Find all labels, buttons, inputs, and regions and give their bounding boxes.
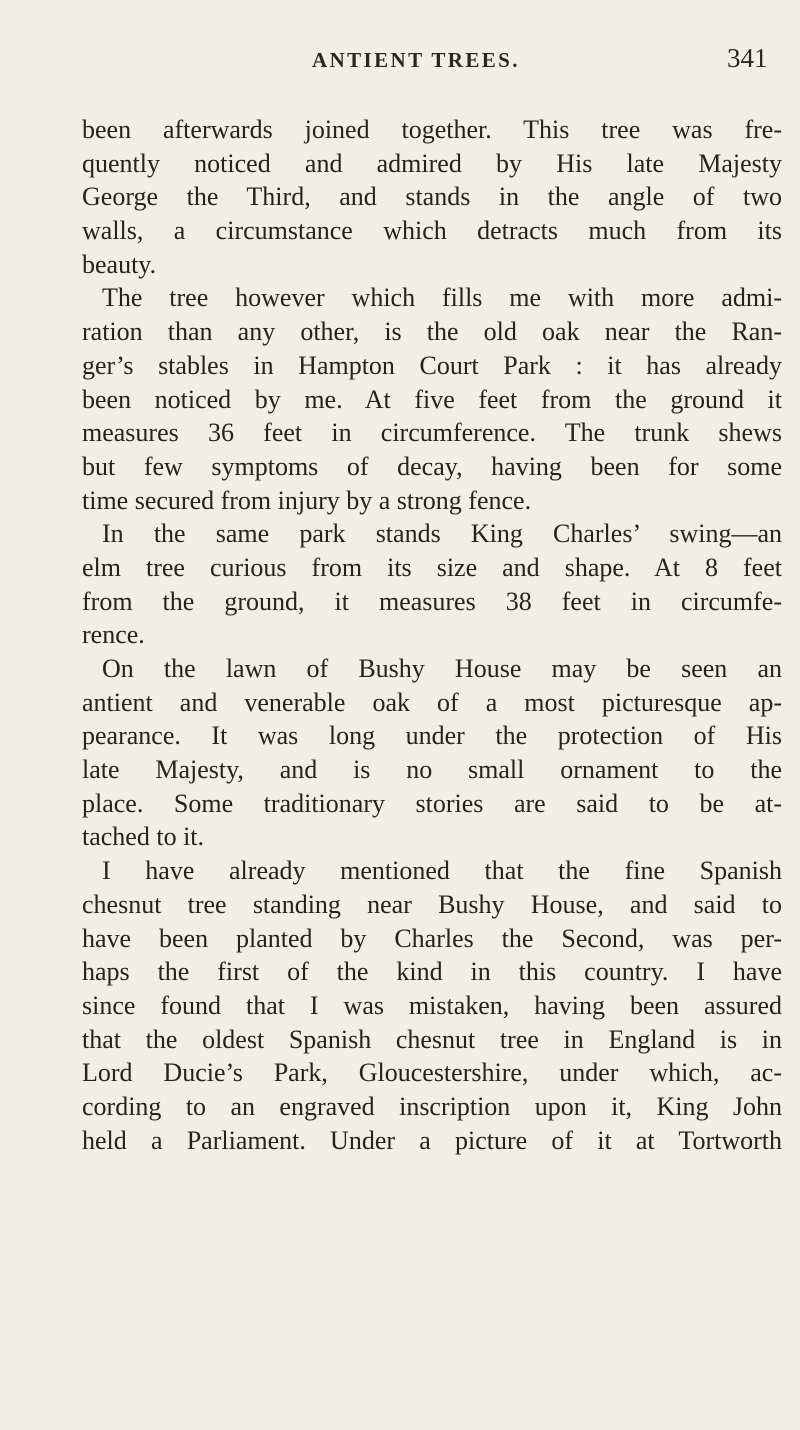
text-line: cording to an engraved inscription upon it, King John (82, 1091, 782, 1121)
body-text (82, 113, 782, 1157)
text-line: chesnut tree standing near Bushy House, and said to (82, 889, 782, 919)
text-line: held a Parliament. Under a picture of it at Tortworth (82, 1125, 782, 1155)
text-line: elm tree curious from its size and shape. At 8 feet (82, 552, 782, 582)
text-line: been afterwards joined together. This tree was fre- (82, 115, 782, 144)
text-line: tached to it. (82, 822, 205, 852)
text-line: place. Some traditionary stories are said to be at- (82, 788, 782, 818)
text-line: time secured from injury by a strong fence. (82, 485, 532, 515)
text-line: pearance. It was long under the protection of His (82, 721, 782, 751)
text-line: haps the first of the kind in this country. I have (82, 957, 782, 987)
text-line: George the Third, and stands in the angle of two (82, 182, 782, 212)
text-line: The tree however which fills me with more admi- (102, 283, 782, 313)
text-line: ration than any other, is the old oak near the Ran- (82, 317, 782, 347)
text-line: antient and venerable oak of a most picturesque ap- (82, 687, 782, 717)
text-line: rence. (82, 620, 145, 650)
text-line: In the same park stands King Charles’ swing—an (102, 519, 782, 549)
text-line: but few symptoms of decay, having been for some (82, 451, 782, 481)
page-number: 341 (727, 43, 768, 73)
text-line: quently noticed and admired by His late Majesty (82, 148, 782, 178)
text-line: that the oldest Spanish chesnut tree in England is in (82, 1024, 782, 1054)
text-line: have been planted by Charles the Second, was per- (82, 923, 782, 953)
text-line: walls, a circumstance which detracts much from its (82, 216, 782, 246)
text-line: On the lawn of Bushy House may be seen an (102, 654, 782, 683)
text-line: I have already mentioned that the fine Spanish (102, 856, 782, 886)
text-line: from the ground, it measures 38 feet in circumfe- (82, 586, 782, 616)
text-line: beauty. (82, 249, 157, 279)
text-line: been noticed by me. At five feet from the ground it (82, 384, 782, 414)
text-line: ger’s stables in Hampton Court Park : it has already (82, 350, 782, 380)
text-line: measures 36 feet in circumference. The trunk shews (82, 418, 782, 448)
running-title: ANTIENT TREES. (312, 48, 520, 72)
text-line: Lord Ducie’s Park, Gloucestershire, under which, ac- (82, 1058, 782, 1088)
text-line: late Majesty, and is no small ornament to the (82, 755, 782, 785)
text-line: since found that I was mistaken, having been assured (82, 990, 782, 1020)
